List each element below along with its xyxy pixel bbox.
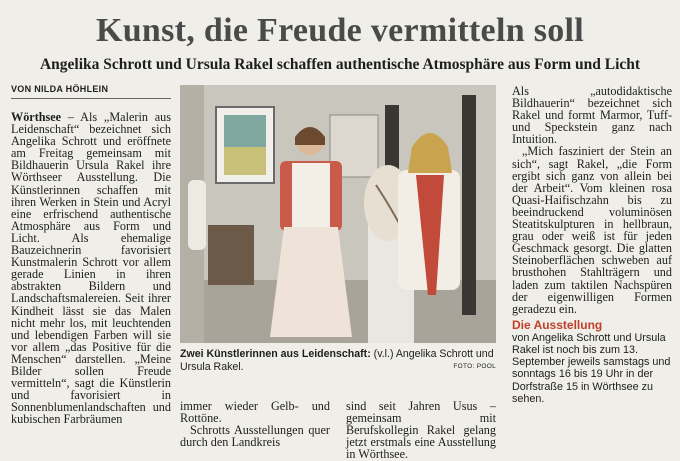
column-1-text: – Als „Malerin aus Leidenschaft“ bezeichnet sich Angelika Schrott und eröffnete am Freitag gemeinsam mit Bildhauerin Ursula Rakel ihre Wörthseer Ausstellung. Die Künstlerinnen schaffen mit ihren Werken in Stein und Acryl eine erfrischend authentische Atmosphäre aus Form und Licht. Als ehemalige Bauzeichnerin favorisiert Kunstmalerin Schrott vor allem gerade Linien in ihren abstrakten Bildern und Landschaftsmalereien. Seit ihrer Kindheit lässt sie das Malen nicht mehr los, mit leuchtenden und lebendigen Farben will sie vor allem „das Positive für die Menschen“ darstellen. „Meine Bilder sollen Freude vermitteln“, sagt die Künstlerin und favorisiert in Sonnenblumenlandschaften und kubischen Farbräumen bbox=[11, 111, 171, 427]
infobox-heading: Die Ausstellung bbox=[512, 317, 603, 332]
column-4-paragraph-1: Als „autodidaktische Bildhauerin“ bezeichnet sich Rakel und formt Marmor, Tuff- und Speckstein ganz nach Intuition. bbox=[512, 84, 672, 147]
caption-bold: Zwei Künstlerinnen aus Leidenschaft: bbox=[180, 348, 371, 360]
column-2-paragraph-2: Schrotts Ausstellungen quer durch den Landkreis bbox=[180, 423, 330, 450]
column-4-paragraph-2: „Mich fasziniert der Stein an sich“, sagt Rakel, „die Form ergibt sich ganz von allein bei der Arbeit“. Vom kleinen rosa Quasi-Haifischzahn bis zu beeindruckend voluminösen Steatitskulpturen in hellbraun, grau oder weiß ist für jeden Geschmack gesorgt. Die glatten Steinoberflächen schweben auf brusthohen Stahlträgern und laden zum taktilen Nachspüren der eigenwilligen Formen geradezu ein. bbox=[512, 144, 672, 316]
article-column-4 bbox=[512, 85, 672, 405]
infobox-text: von Angelika Schrott und Ursula Rakel ist noch bis zum 13. September jeweils samstags und sonntags 16 bis 19 Uhr in der Dorfstraße 15 in Wörthsee zu sehen. bbox=[512, 331, 671, 405]
article-column-3: sind seit Jahren Usus – gemeinsam mit Berufskollegin Rakel gelang jetzt erstmals eine Ausstellung in Wörthsee. bbox=[346, 399, 496, 461]
dateline: Wörthsee bbox=[11, 111, 62, 124]
caption-text: (v.l.) Angelika Schrott und Ursula Rakel. bbox=[180, 348, 494, 373]
photo-caption bbox=[180, 348, 496, 373]
headline: Kunst, die Freude vermitteln soll bbox=[95, 12, 585, 49]
photo-credit: FOTO: POOL bbox=[453, 362, 496, 370]
column-1-paragraph bbox=[11, 111, 171, 425]
article-column-1 bbox=[11, 111, 171, 445]
article-column-2 bbox=[180, 400, 330, 448]
byline-rule bbox=[11, 98, 171, 99]
photo-illustration bbox=[180, 85, 496, 343]
byline: VON NILDA HÖHLEIN bbox=[11, 84, 109, 94]
subheadline: Angelika Schrott und Ursula Rakel schaffen authentische Atmosphäre aus Form und Licht bbox=[39, 56, 641, 73]
article-photo bbox=[180, 85, 496, 343]
column-2-paragraph-1: immer wieder Gelb- und Rottöne. bbox=[180, 399, 330, 426]
